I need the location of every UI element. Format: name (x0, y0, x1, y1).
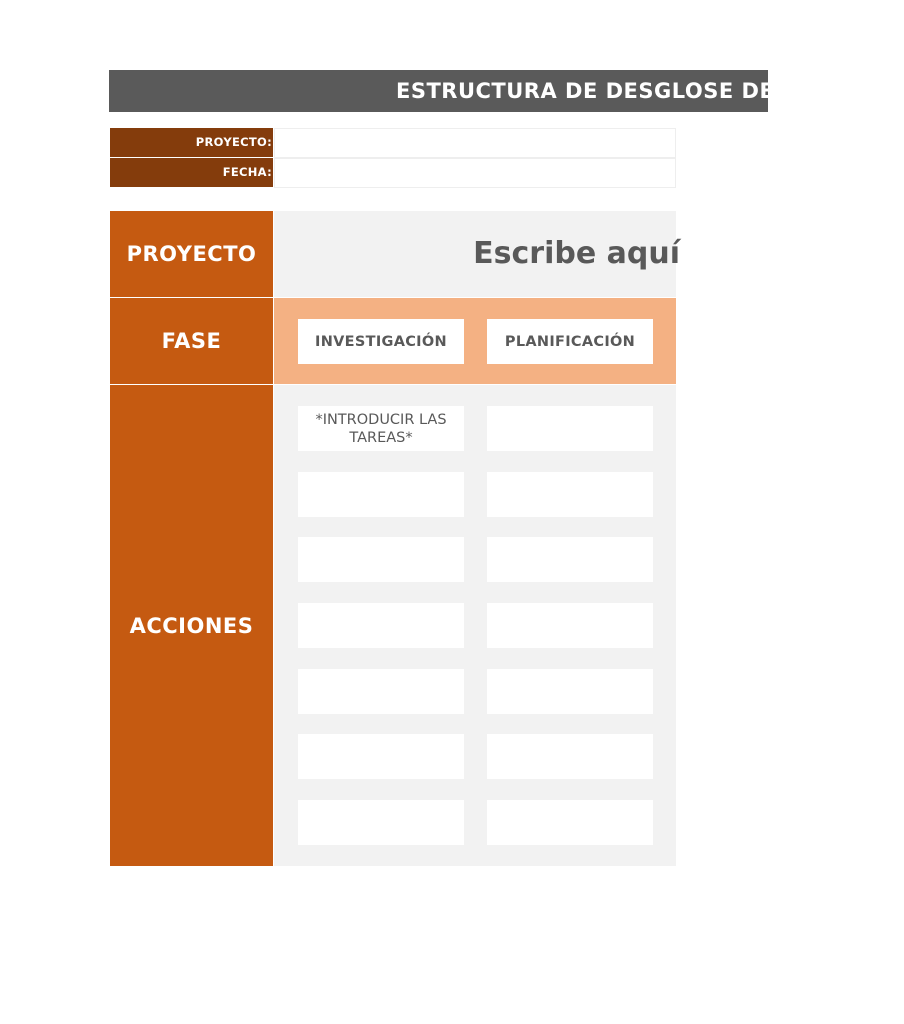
project-name-placeholder: Escribe aquí (473, 236, 680, 271)
phase-box-investigacion[interactable]: INVESTIGACIÓN (298, 319, 464, 364)
actions-row-label: ACCIONES (110, 385, 273, 866)
task-box[interactable] (487, 537, 653, 582)
date-meta-field[interactable] (274, 158, 676, 188)
task-box[interactable] (298, 800, 464, 845)
title-bar (109, 70, 904, 112)
phase-band (274, 298, 676, 384)
task-box[interactable] (487, 603, 653, 648)
task-box[interactable] (298, 603, 464, 648)
actions-area (274, 385, 676, 866)
title-clip (109, 70, 904, 112)
date-meta-label: FECHA: (110, 158, 273, 187)
project-name-area[interactable] (274, 211, 680, 297)
task-box[interactable]: *INTRODUCIR LAS TAREAS* (298, 406, 464, 451)
task-box[interactable] (487, 406, 653, 451)
page-title: ESTRUCTURA DE DESGLOSE DEL TRABAJO (396, 79, 904, 103)
phase-box-planificacion[interactable]: PLANIFICACIÓN (487, 319, 653, 364)
task-box[interactable] (298, 537, 464, 582)
project-row-label: PROYECTO (110, 211, 273, 297)
task-box[interactable] (298, 734, 464, 779)
project-meta-label: PROYECTO: (110, 128, 273, 157)
project-meta-field[interactable] (274, 128, 676, 158)
phase-row-label: FASE (110, 298, 273, 384)
task-box[interactable] (487, 472, 653, 517)
task-box[interactable] (487, 669, 653, 714)
task-box[interactable] (487, 734, 653, 779)
task-box[interactable] (298, 669, 464, 714)
task-box[interactable] (298, 472, 464, 517)
task-box[interactable] (487, 800, 653, 845)
